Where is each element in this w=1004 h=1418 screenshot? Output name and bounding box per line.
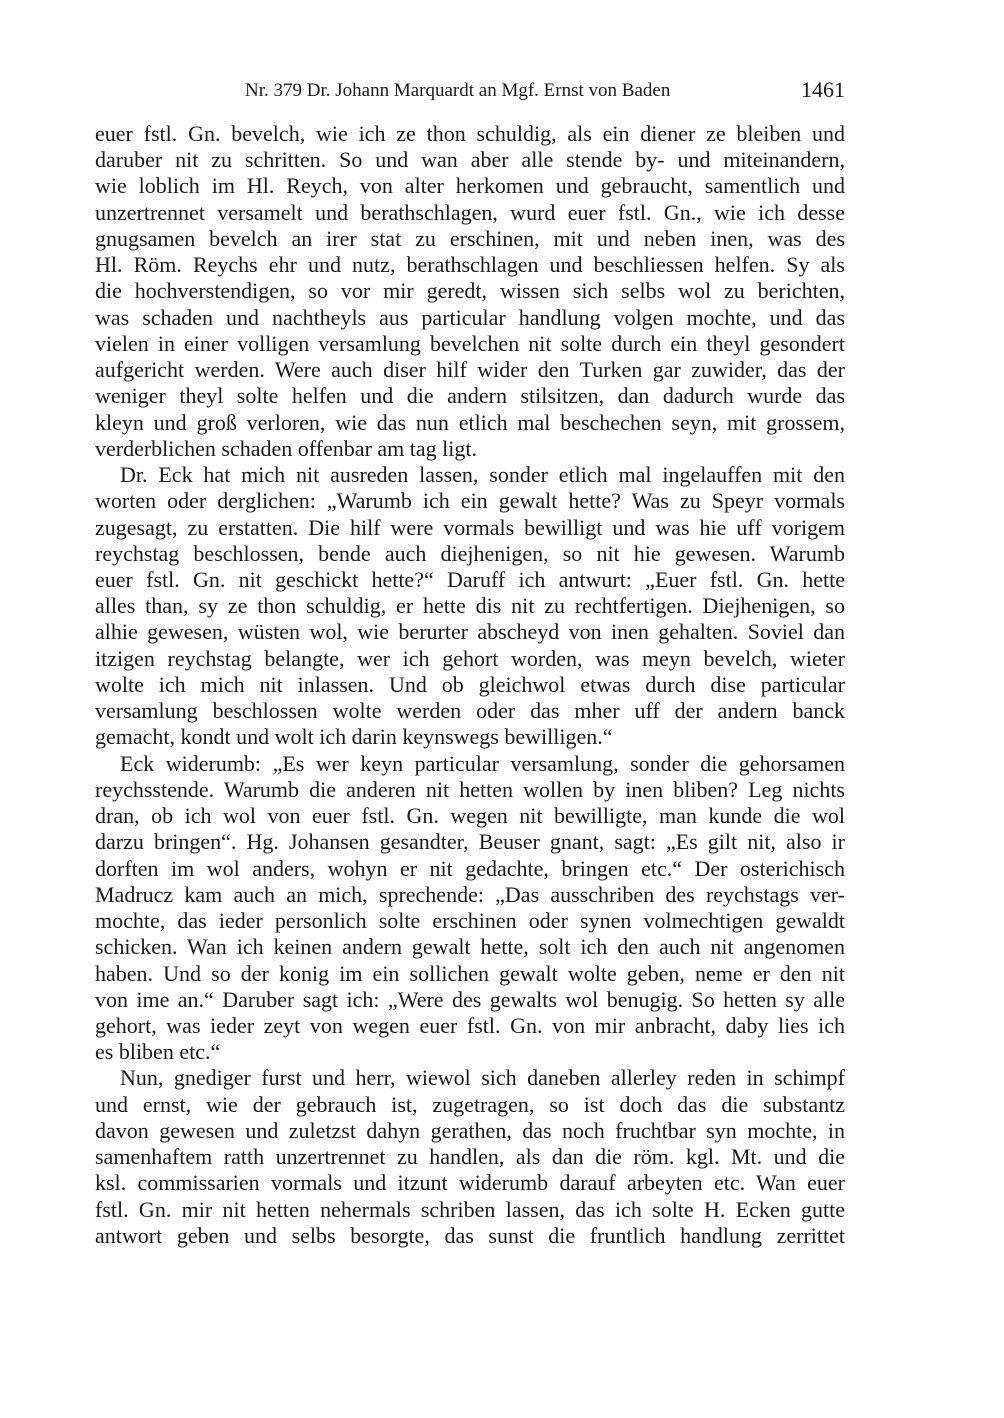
text-line: vielen in einer volligen versamlung bevelchen nit solte durch ein theyl gesondert xyxy=(95,330,845,356)
text-line: mochte, das ieder personlich solte erschinen oder synen volmechtigen gewaldt xyxy=(95,908,845,934)
text-line: und ernst, wie der gebrauch ist, zugetragen, so ist doch das die substantz xyxy=(95,1091,845,1117)
text-line: reychstag beschlossen, bende auch diejhenigen, so nit hie gewesen. Warumb xyxy=(95,540,845,566)
text-line: daruber nit zu schritten. So und wan aber alle stende by- und miteinandern, xyxy=(95,147,845,173)
text-line: Hl. Röm. Reychs ehr und nutz, berathschlagen und beschliessen helfen. Sy als xyxy=(95,252,845,278)
text-line: euer fstl. Gn. bevelch, wie ich ze thon schuldig, als ein diener ze bleiben und xyxy=(95,121,845,146)
text-line: gnugsamen bevelch an irer stat zu erschinen, mit und neben inen, was des xyxy=(95,225,845,251)
text-line: aufgericht werden. Were auch diser hilf wider den Turken gar zuwider, das der xyxy=(95,357,845,383)
text-line: gehort, was ieder zeyt von wegen euer fstl. Gn. von mir anbracht, daby lies ich xyxy=(95,1012,845,1038)
running-header xyxy=(95,77,845,106)
text-line: itzigen reychstag belangte, wer ich gehort worden, was meyn bevelch, wieter xyxy=(95,645,845,671)
paragraph xyxy=(95,751,845,1066)
paragraph xyxy=(95,121,845,462)
text-line: weniger theyl solte helfen und die andern stilsitzen, dan dadurch wurde das xyxy=(95,383,845,409)
text-line: wie loblich im Hl. Reych, von alter herkomen und gebraucht, samentlich und xyxy=(95,173,845,199)
text-line: Eck widerumb: „Es wer keyn particular versamlung, sonder die gehorsamen xyxy=(120,750,845,776)
text-line: kleyn und groß verloren, wie das nun etlich mal beschechen seyn, mit grossem, xyxy=(95,409,845,435)
text-line: dorften im wol anders, wohyn er nit gedachte, bringen etc.“ Der osterichisch xyxy=(95,855,845,881)
text-line: Dr. Eck hat mich nit ausreden lassen, sonder etlich mal ingelauffen mit den xyxy=(120,462,845,488)
running-title: Nr. 379 Dr. Johann Marquardt an Mgf. Ernst von Baden xyxy=(245,80,671,101)
text-line: alhie gewesen, wüsten wol, wie berurter abscheyd von inen gehalten. Soviel dan xyxy=(95,619,845,645)
page-number: 1461 xyxy=(801,77,845,102)
text-line: gemacht, kondt und wolt ich darin keynswegs bewilligen.“ xyxy=(95,724,613,750)
text-line: von ime an.“ Daruber sagt ich: „Were des gewalts wol benugig. So hetten sy alle xyxy=(95,986,845,1012)
text-line: verderblichen schaden offenbar am tag ligt. xyxy=(95,435,477,461)
text-line: davon gewesen und zuletzst dahyn gerathen, das noch fruchtbar syn mochte, in xyxy=(95,1117,845,1143)
text-line: zugesagt, zu erstatten. Die hilf were vormals bewilligt und was hie uff vorigem xyxy=(95,514,845,540)
text-line: samenhaftem ratth unzertrennet zu handlen, als dan die röm. kgl. Mt. und die xyxy=(95,1144,845,1170)
text-line: die hochverstendigen, so vor mir geredt, wissen sich selbs wol zu berichten, xyxy=(95,278,845,304)
text-line: reychsstende. Warumb die anderen nit hetten wollen by inen bliben? Leg nichts xyxy=(95,776,845,802)
text-line: fstl. Gn. mir nit hetten nehermals schriben lassen, das ich solte H. Ecken gutte xyxy=(95,1196,845,1222)
paragraph xyxy=(95,462,845,751)
text-line: schicken. Wan ich keinen andern gewalt hette, solt ich den auch nit angenomen xyxy=(95,934,845,960)
text-line: wolte ich mich nit inlassen. Und ob gleichwol etwas durch dise particular xyxy=(95,671,845,697)
text-line: Madrucz kam auch an mich, sprechende: „Das ausschriben des reychstags ver- xyxy=(95,881,845,907)
body-text xyxy=(95,121,845,1249)
text-line: ksl. commissarien vormals und itzunt widerumb darauf arbeyten etc. Wan euer xyxy=(95,1170,845,1196)
text-line: worten oder derglichen: „Warumb ich ein gewalt hette? Was zu Speyr vormals xyxy=(95,488,845,514)
text-line: versamlung beschlossen wolte werden oder das mher uff der andern banck xyxy=(95,698,845,724)
text-line: haben. Und so der konig im ein sollichen gewalt wolte geben, neme er den nit xyxy=(95,960,845,986)
text-line: was schaden und nachtheyls aus particular handlung volgen mochte, und das xyxy=(95,304,845,330)
paragraph xyxy=(95,1065,845,1249)
text-line: dran, ob ich wol von euer fstl. Gn. wegen nit bewilligte, man kunde die wol xyxy=(95,803,845,829)
text-line: Nun, gnediger furst und herr, wiewol sich daneben allerley reden in schimpf xyxy=(120,1065,845,1091)
text-line: unzertrennet versamelt und berathschlagen, wurd euer fstl. Gn., wie ich desse xyxy=(95,199,845,225)
text-line: alles than, sy ze thon schuldig, er hette dis nit zu rechtfertigen. Diejhenigen, so xyxy=(95,593,845,619)
text-line: es bliben etc.“ xyxy=(95,1039,221,1065)
text-line: antwort geben und selbs besorgte, das sunst die fruntlich handlung zerrittet xyxy=(95,1222,845,1248)
text-line: darzu bringen“. Hg. Johansen gesandter, Beuser gnant, sagt: „Es gilt nit, also ir xyxy=(95,829,845,855)
text-line: euer fstl. Gn. nit geschickt hette?“ Daruff ich antwurt: „Euer fstl. Gn. hette xyxy=(95,566,845,592)
